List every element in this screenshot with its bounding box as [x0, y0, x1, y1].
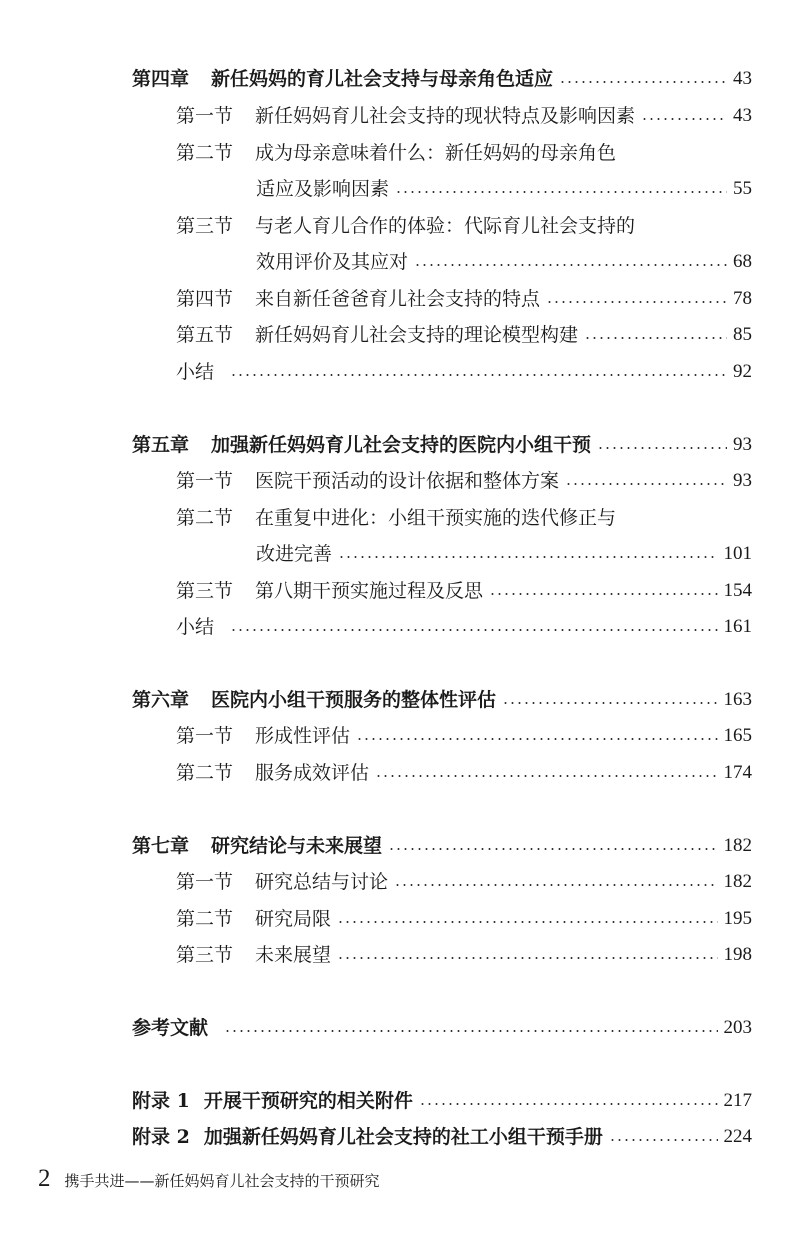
- toc-entry-chapter: [0, 831, 790, 861]
- toc-label: 附录 1: [132, 1090, 190, 1112]
- leader-dots: [597, 447, 727, 449]
- toc-entry-section: [0, 284, 790, 314]
- toc-page-number: 182: [723, 871, 752, 892]
- toc-page-number: 174: [723, 762, 752, 783]
- leader-dots: [230, 374, 727, 376]
- toc-label: 第三节: [176, 580, 234, 602]
- toc-page-number: 85: [733, 324, 752, 345]
- toc-title: 研究局限: [255, 908, 332, 930]
- toc-page-number: 195: [723, 908, 752, 929]
- toc-entry-chapter: [0, 430, 790, 460]
- toc-page-number: 78: [733, 288, 752, 309]
- leader-dots: [338, 556, 717, 558]
- toc-title: 加强新任妈妈育儿社会支持的医院内小组干预: [211, 434, 592, 456]
- leader-dots: [375, 775, 717, 777]
- toc-page-number: 92: [733, 361, 752, 382]
- toc-entry-appendix: [0, 1086, 790, 1116]
- toc-title: 服务成效评估: [255, 762, 370, 784]
- toc-label: 第一节: [176, 470, 234, 492]
- leader-dots: [356, 738, 717, 740]
- toc-label: 第七章: [132, 835, 190, 857]
- toc-label: 参考文献: [132, 1017, 209, 1039]
- leader-dots: [502, 702, 717, 704]
- toc-title: 成为母亲意味着什么：新任妈妈的母亲角色: [255, 142, 617, 164]
- running-book-title: 携手共进——新任妈妈育儿社会支持的干预研究: [64, 1172, 380, 1190]
- toc-title: 新任妈妈的育儿社会支持与母亲角色适应: [211, 68, 554, 90]
- leader-dots: [388, 848, 717, 850]
- toc-title: 适应及影响因素: [256, 178, 390, 200]
- toc-page-number: 43: [733, 105, 752, 126]
- toc-title: 加强新任妈妈育儿社会支持的社工小组干预手册: [203, 1126, 603, 1148]
- toc-entry-section: [0, 721, 790, 751]
- leader-dots: [224, 1030, 717, 1032]
- toc-entry-cont: [0, 174, 790, 204]
- toc-entry-summary: [0, 357, 790, 387]
- toc-page-number: 182: [723, 835, 752, 856]
- toc-entry-section-start: [0, 503, 790, 533]
- toc-label: 小结: [176, 616, 215, 638]
- toc-entry-section: [0, 904, 790, 934]
- toc-page-number: 198: [723, 944, 752, 965]
- toc-page-number: 55: [733, 178, 752, 199]
- toc-page-number: 93: [733, 470, 752, 491]
- leader-dots: [584, 337, 727, 339]
- toc-label: 第二节: [176, 142, 234, 164]
- toc-title: 来自新任爸爸育儿社会支持的特点: [255, 288, 541, 310]
- toc-entry-section: [0, 758, 790, 788]
- toc-page-number: 203: [723, 1017, 752, 1038]
- toc-entry-cont: [0, 539, 790, 569]
- toc-title: 新任妈妈育儿社会支持的现状特点及影响因素: [255, 105, 636, 127]
- toc-entry-section: [0, 940, 790, 970]
- toc-label: 第一节: [176, 725, 234, 747]
- leader-dots: [565, 483, 727, 485]
- toc-page-number: 154: [723, 580, 752, 601]
- toc-title: 第八期干预实施过程及反思: [255, 580, 484, 602]
- toc-entry-chapter: [0, 64, 790, 94]
- page-number: 2: [38, 1165, 51, 1192]
- toc-title: 医院内小组干预服务的整体性评估: [211, 689, 497, 711]
- toc-page-number: 163: [723, 689, 752, 710]
- toc-title: 研究结论与未来展望: [211, 835, 383, 857]
- leader-dots: [546, 301, 727, 303]
- toc-entry-section: [0, 320, 790, 350]
- toc-title: 医院干预活动的设计依据和整体方案: [255, 470, 560, 492]
- leader-dots: [559, 81, 727, 83]
- toc-title: 形成性评估: [255, 725, 351, 747]
- toc-label: 第二节: [176, 908, 234, 930]
- toc-label: 第一节: [176, 871, 234, 893]
- leader-dots: [395, 191, 727, 193]
- toc-title: 研究总结与讨论: [255, 871, 389, 893]
- leader-dots: [641, 118, 727, 120]
- toc-page-number: 68: [733, 251, 752, 272]
- toc-entry-section-start: [0, 211, 790, 241]
- toc-entry-cont: [0, 247, 790, 277]
- toc-entry-section: [0, 576, 790, 606]
- toc-label: 第一节: [176, 105, 234, 127]
- leader-dots: [337, 921, 717, 923]
- page-footer: [38, 1165, 380, 1199]
- toc-page-number: 165: [723, 725, 752, 746]
- toc-title: 在重复中进化：小组干预实施的迭代修正与: [255, 507, 617, 529]
- toc-page-number: 161: [723, 616, 752, 637]
- leader-dots: [394, 884, 717, 886]
- toc-label: 第四节: [176, 288, 234, 310]
- toc-label: 第五节: [176, 324, 234, 346]
- toc-title: 改进完善: [256, 543, 333, 565]
- toc-entry-chapter-solo: [0, 1013, 790, 1043]
- toc-page-number: 224: [723, 1126, 752, 1147]
- toc-entry-section: [0, 466, 790, 496]
- leader-dots: [230, 629, 717, 631]
- toc-title: 未来展望: [255, 944, 332, 966]
- leader-dots: [337, 957, 717, 959]
- toc-page-number: 93: [733, 434, 752, 455]
- toc-label: 附录 2: [132, 1126, 190, 1148]
- toc-label: 第二节: [176, 507, 234, 529]
- toc-title: 效用评价及其应对: [256, 251, 409, 273]
- toc-title: 开展干预研究的相关附件: [203, 1090, 413, 1112]
- leader-dots: [489, 593, 717, 595]
- leader-dots: [609, 1139, 718, 1141]
- toc-label: 第三节: [176, 215, 234, 237]
- toc-entry-appendix: [0, 1122, 790, 1152]
- toc-entry-section: [0, 867, 790, 897]
- toc-page-number: 101: [723, 543, 752, 564]
- toc-label: 第二节: [176, 762, 234, 784]
- leader-dots: [414, 264, 727, 266]
- toc-entry-chapter: [0, 685, 790, 715]
- toc-entry-section: [0, 101, 790, 131]
- leader-dots: [419, 1103, 718, 1105]
- toc-page-number: 217: [723, 1090, 752, 1111]
- toc-label: 第四章: [132, 68, 190, 90]
- toc-label: 第五章: [132, 434, 190, 456]
- toc-title: 新任妈妈育儿社会支持的理论模型构建: [255, 324, 579, 346]
- toc-entry-section-start: [0, 138, 790, 168]
- toc-page-number: 43: [733, 68, 752, 89]
- toc-label: 小结: [176, 361, 215, 383]
- toc-entry-summary: [0, 612, 790, 642]
- toc-title: 与老人育儿合作的体验：代际育儿社会支持的: [255, 215, 636, 237]
- toc-label: 第六章: [132, 689, 190, 711]
- toc-label: 第三节: [176, 944, 234, 966]
